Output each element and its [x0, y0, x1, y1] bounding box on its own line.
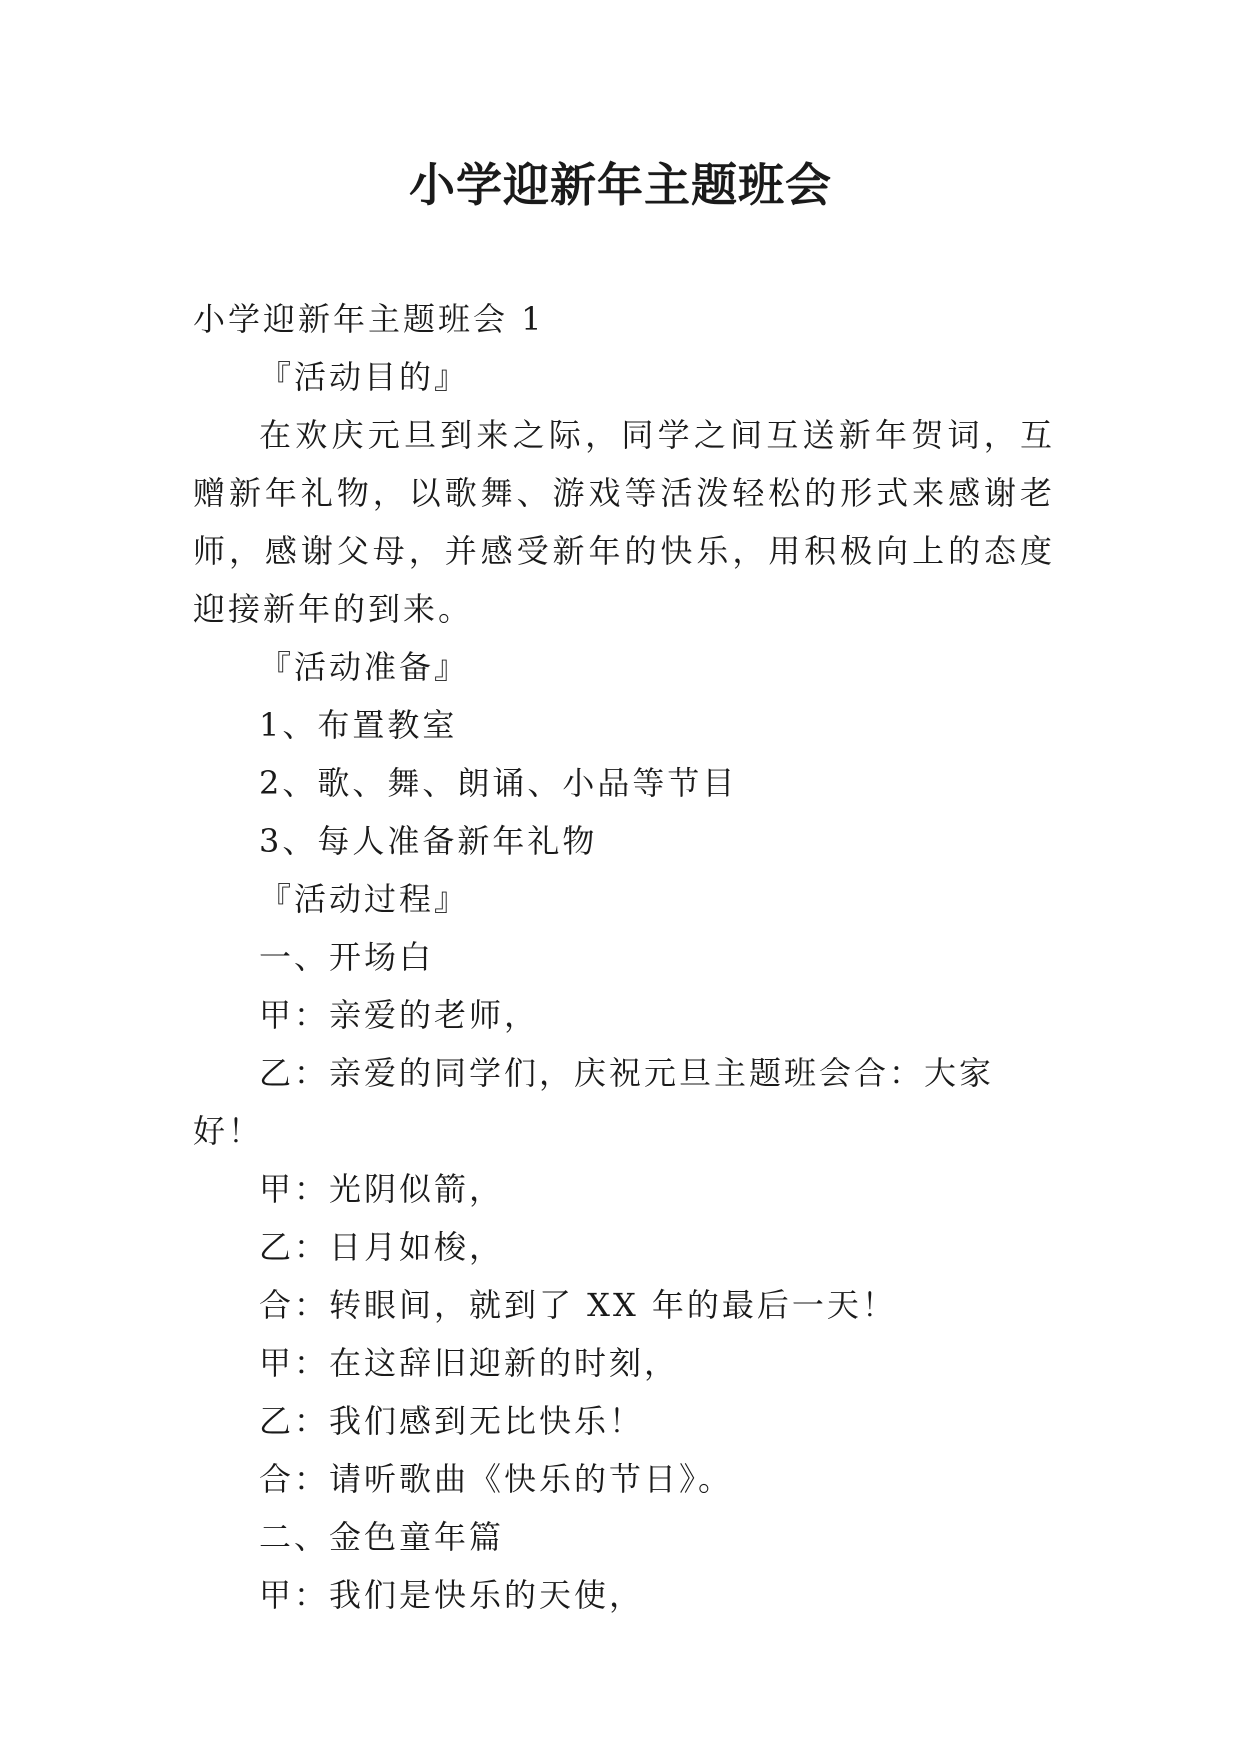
- dialogue-line: 合：请听歌曲《快乐的节日》。: [259, 1460, 734, 1498]
- dialogue-line: 乙：日月如梭，: [259, 1228, 505, 1266]
- document-body: [193, 290, 1055, 1624]
- process-part-heading: 一、开场白: [259, 938, 435, 976]
- document-title: 小学迎新年主题班会: [409, 158, 832, 212]
- purpose-paragraph: 在欢庆元旦到来之际，同学之间互送新年贺词，互赠新年礼物，以歌舞、游戏等活泼轻松的形式来感谢老师，感谢父母，并感受新年的快乐，用积极向上的态度迎接新年的到来。: [193, 416, 1055, 628]
- subsection-heading-purpose: 『活动目的』: [259, 358, 470, 396]
- dialogue-line: 甲：我们是快乐的天使，: [259, 1576, 645, 1614]
- section-heading: 小学迎新年主题班会 1: [193, 300, 545, 338]
- preparation-item: 2、歌、舞、朗诵、小品等节目: [259, 764, 738, 802]
- preparation-item: 3、每人准备新年礼物: [259, 822, 598, 860]
- subsection-heading-preparation: 『活动准备』: [259, 648, 470, 686]
- dialogue-line: 甲：亲爱的老师，: [259, 996, 540, 1034]
- dialogue-line: 甲：在这辞旧迎新的时刻，: [259, 1344, 680, 1382]
- dialogue-line: 乙：我们感到无比快乐！: [259, 1402, 645, 1440]
- dialogue-line: 甲：光阴似箭，: [259, 1170, 505, 1208]
- dialogue-line: 合：转眼间，就到了 XX 年的最后一天！: [259, 1286, 897, 1324]
- preparation-item: 1、布置教室: [259, 706, 458, 744]
- subsection-heading-process: 『活动过程』: [259, 880, 470, 918]
- process-part-heading: 二、金色童年篇: [259, 1518, 505, 1556]
- dialogue-line: 乙：亲爱的同学们，庆祝元旦主题班会合：大家好！: [193, 1054, 995, 1150]
